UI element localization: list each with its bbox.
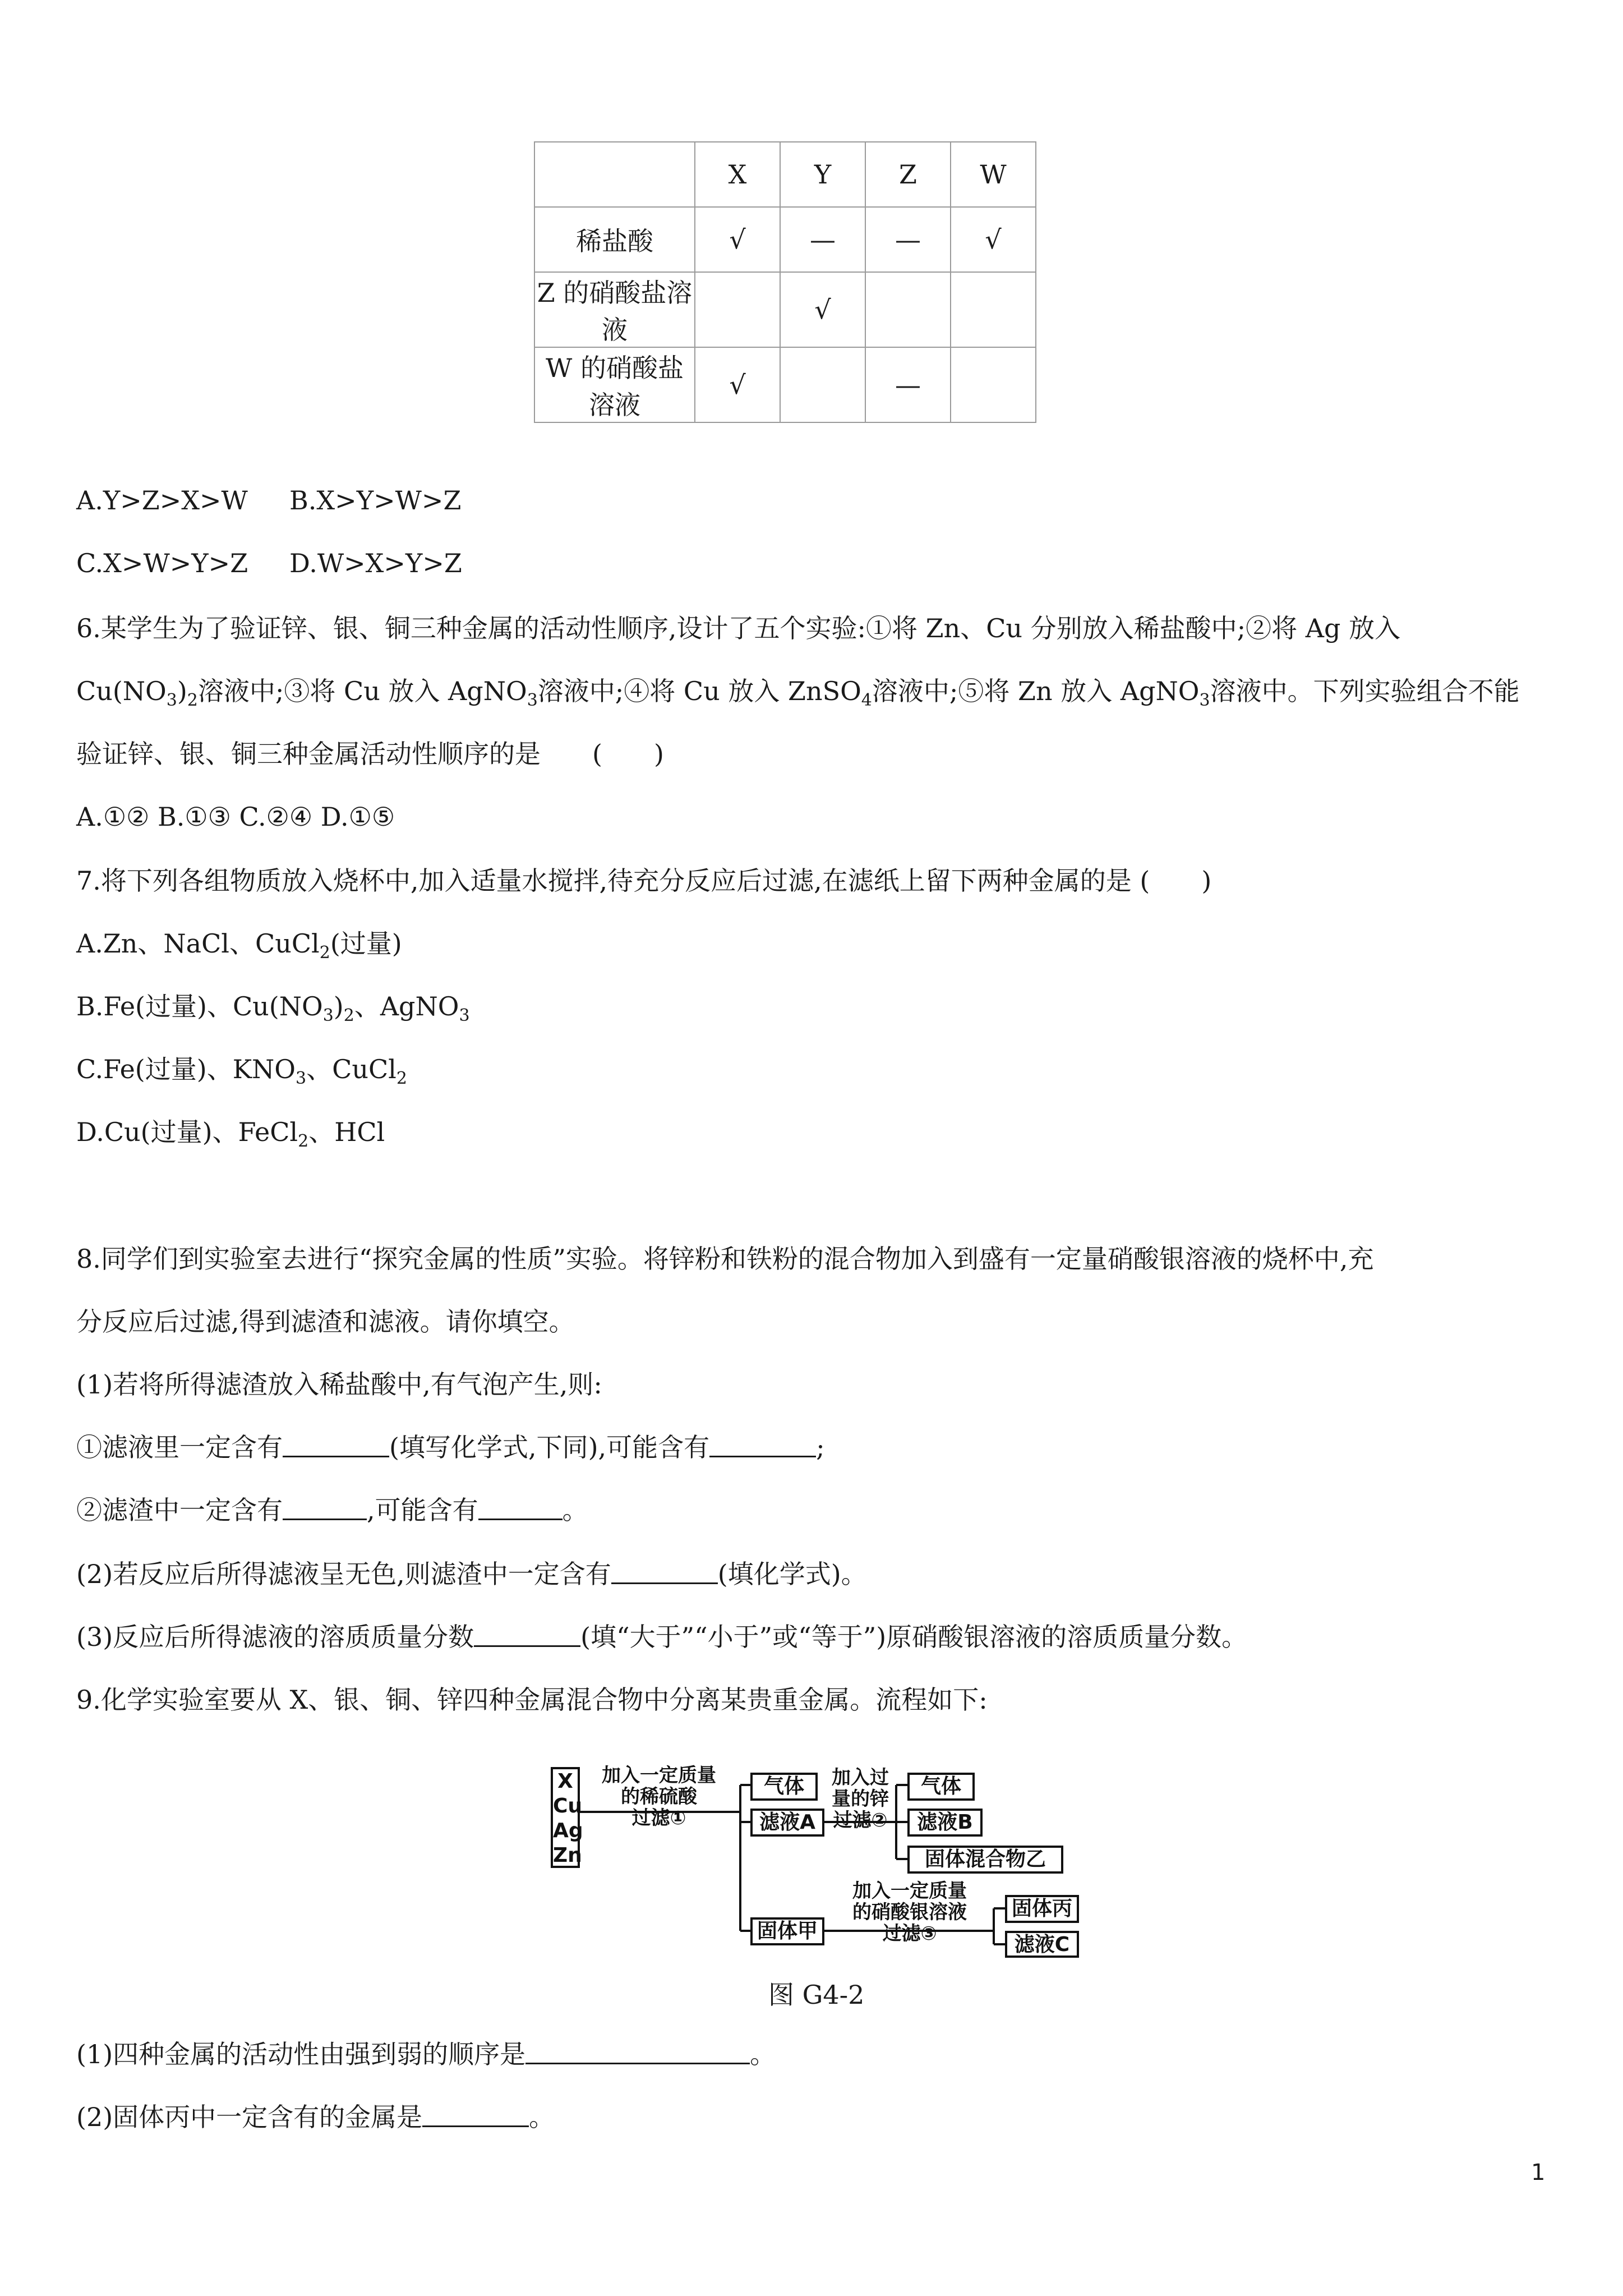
text-run: (1)四种金属的活动性由强到弱的顺序是 bbox=[76, 2039, 526, 2069]
table-cell: √ bbox=[780, 272, 865, 347]
q8-sub3 bbox=[76, 1620, 1247, 1654]
q5-options-row-2 bbox=[76, 546, 462, 580]
text-run: C.Fe(过量)、KNO bbox=[76, 1054, 296, 1084]
solid-bing-box: 固体丙 bbox=[1005, 1895, 1079, 1923]
q7-stem: 7.将下列各组物质放入烧杯中,加入适量水搅拌,待充分反应后过滤,在滤纸上留下两种金属的是 ( ) bbox=[76, 866, 1212, 896]
text-run: 溶液中。下列实验组合不能 bbox=[1210, 676, 1520, 706]
q6-stem-line-2 bbox=[76, 674, 1520, 717]
text-run: ,可能含有 bbox=[367, 1495, 478, 1525]
q8-sub1-b bbox=[76, 1493, 588, 1527]
step3-label bbox=[828, 1880, 992, 1944]
table-row bbox=[534, 347, 1036, 422]
solid-mixture-box: 固体混合物乙 bbox=[907, 1846, 1063, 1874]
text-run: 、CuCl bbox=[306, 1054, 396, 1084]
subscript: 2 bbox=[396, 1069, 407, 1088]
table-cell bbox=[951, 272, 1036, 347]
step-text: 加入一定质量 bbox=[602, 1764, 716, 1787]
q7-option-a bbox=[76, 927, 402, 970]
answer-blank[interactable] bbox=[525, 2042, 750, 2064]
start-mixture-box bbox=[551, 1767, 583, 1868]
q9-sub2 bbox=[76, 2100, 555, 2134]
q8-stem-line-1: 8.同学们到实验室去进行“探究金属的性质”实验。将锌粉和铁粉的混合物加入到盛有一定量硝酸银溶液的烧杯中,充 bbox=[76, 1244, 1374, 1274]
answer-blank[interactable] bbox=[283, 1498, 367, 1520]
metal-label: Cu bbox=[553, 1795, 583, 1818]
table-cell bbox=[951, 347, 1036, 422]
q8-sub1-a bbox=[76, 1430, 825, 1464]
subscript: 2 bbox=[343, 1006, 354, 1025]
subscript: 3 bbox=[166, 691, 177, 710]
answer-blank[interactable] bbox=[283, 1435, 389, 1457]
gas-box-2: 气体 bbox=[907, 1773, 975, 1801]
text-run: 溶液中;④将 Cu 放入 ZnSO bbox=[537, 676, 861, 706]
answer-blank[interactable] bbox=[709, 1435, 816, 1457]
subscript: 3 bbox=[322, 1006, 334, 1025]
text-run: D.Cu(过量)、FeCl bbox=[76, 1117, 298, 1147]
q6-options: A.①② B.①③ C.②④ D.①⑤ bbox=[76, 802, 395, 832]
subscript: 2 bbox=[319, 943, 330, 963]
q6-stem-line-3: 验证锌、银、铜三种金属活动性顺序的是 ( ) bbox=[76, 739, 664, 769]
step-text: 的稀硫酸 bbox=[621, 1786, 697, 1808]
step1-label bbox=[583, 1765, 735, 1829]
subscript: 3 bbox=[296, 1069, 307, 1088]
q5-option-a: A.Y>Z>X>W bbox=[76, 485, 248, 516]
table-header-cell: Y bbox=[780, 142, 865, 207]
table-cell bbox=[780, 347, 865, 422]
step-text: 的硝酸银溶液 bbox=[852, 1901, 967, 1924]
step-text: 加入一定质量 bbox=[852, 1880, 967, 1902]
table-header-cell bbox=[534, 142, 695, 207]
separation-flowchart bbox=[538, 1756, 1088, 1958]
text-run: ) bbox=[177, 676, 187, 706]
q9-sub1 bbox=[76, 2037, 776, 2071]
table-header-cell: W bbox=[951, 142, 1036, 207]
metal-label: Zn bbox=[553, 1844, 582, 1867]
table-header-cell: Z bbox=[865, 142, 951, 207]
page-number: 1 bbox=[1531, 2160, 1546, 2185]
table-cell: √ bbox=[695, 347, 780, 422]
text-run: (过量) bbox=[330, 928, 402, 959]
table-cell: √ bbox=[695, 207, 780, 272]
reaction-result-table bbox=[534, 141, 1036, 423]
q8-stem-line-2: 分反应后过滤,得到滤渣和滤液。请你填空。 bbox=[76, 1306, 575, 1337]
text-run: Cu(NO bbox=[76, 676, 167, 706]
text-run: ①滤液里一定含有 bbox=[76, 1432, 283, 1462]
step-text: 加入过 bbox=[832, 1766, 889, 1789]
text-run: 。 bbox=[529, 2102, 555, 2132]
table-cell bbox=[695, 272, 780, 347]
q5-option-c: C.X>W>Y>Z bbox=[76, 548, 248, 578]
text-run: A.Zn、NaCl、CuCl bbox=[76, 928, 320, 959]
answer-blank[interactable] bbox=[478, 1498, 562, 1520]
filtrate-a-box: 滤液A bbox=[750, 1809, 824, 1837]
text-run: 溶液中;⑤将 Zn 放入 AgNO bbox=[872, 676, 1200, 706]
answer-blank[interactable] bbox=[422, 2105, 529, 2127]
text-run: ) bbox=[333, 991, 344, 1022]
table-row bbox=[534, 272, 1036, 347]
text-run: 。 bbox=[750, 2039, 776, 2069]
table-header-row bbox=[534, 142, 1036, 207]
text-run: ; bbox=[816, 1432, 825, 1462]
text-run: (2)固体丙中一定含有的金属是 bbox=[76, 2102, 423, 2132]
text-run: (3)反应后所得滤液的溶质质量分数 bbox=[76, 1622, 474, 1652]
text-run: (填化学式)。 bbox=[717, 1559, 867, 1589]
q5-option-b: B.X>Y>W>Z bbox=[289, 485, 462, 516]
text-run: ②滤渣中一定含有 bbox=[76, 1495, 283, 1525]
q5-options-row-1 bbox=[76, 484, 461, 517]
step-text: 量的锌 bbox=[832, 1788, 889, 1810]
answer-blank[interactable] bbox=[611, 1562, 718, 1584]
q7-option-c bbox=[76, 1052, 407, 1096]
text-run: 溶液中;③将 Cu 放入 AgNO bbox=[197, 676, 527, 706]
q8-sub1: (1)若将所得滤渣放入稀盐酸中,有气泡产生,则: bbox=[76, 1369, 602, 1400]
subscript: 3 bbox=[459, 1006, 470, 1025]
text-run: (2)若反应后所得滤液呈无色,则滤渣中一定含有 bbox=[76, 1559, 611, 1589]
q7-option-b bbox=[76, 990, 470, 1033]
table-cell: — bbox=[780, 207, 865, 272]
gas-box-1: 气体 bbox=[750, 1773, 818, 1801]
q5-option-d: D.W>X>Y>Z bbox=[289, 548, 462, 578]
solid-jia-box: 固体甲 bbox=[750, 1917, 824, 1945]
q7-option-d bbox=[76, 1115, 385, 1158]
subscript: 4 bbox=[861, 691, 872, 710]
text-run: 、AgNO bbox=[354, 991, 459, 1022]
row-label: W 的硝酸盐溶液 bbox=[534, 347, 695, 422]
step-text: 过滤① bbox=[631, 1807, 686, 1829]
table-row bbox=[534, 207, 1036, 272]
table-cell: √ bbox=[951, 207, 1036, 272]
subscript: 3 bbox=[1199, 691, 1210, 710]
text-run: 、HCl bbox=[308, 1117, 385, 1147]
q9-stem: 9.化学实验室要从 X、银、铜、锌四种金属混合物中分离某贵重金属。流程如下: bbox=[76, 1685, 988, 1715]
step2-label bbox=[826, 1767, 895, 1831]
metal-label: Ag bbox=[553, 1819, 583, 1842]
filtrate-b-box: 滤液B bbox=[907, 1809, 983, 1837]
text-run: 。 bbox=[562, 1495, 588, 1525]
step-text: 过滤③ bbox=[882, 1922, 937, 1945]
subscript: 3 bbox=[527, 691, 538, 710]
text-run: (填“大于”“小于”或“等于”)原硝酸银溶液的溶质质量分数。 bbox=[580, 1622, 1248, 1652]
subscript: 2 bbox=[298, 1131, 309, 1151]
text-run: B.Fe(过量)、Cu(NO bbox=[76, 991, 323, 1022]
metal-label: X bbox=[557, 1770, 573, 1793]
table-header-cell: X bbox=[695, 142, 780, 207]
subscript: 2 bbox=[187, 691, 198, 710]
row-label: Z 的硝酸盐溶液 bbox=[534, 272, 695, 347]
step-text: 过滤② bbox=[833, 1809, 888, 1832]
row-label: 稀盐酸 bbox=[534, 207, 695, 272]
table-cell: — bbox=[865, 347, 951, 422]
table-cell bbox=[865, 272, 951, 347]
q8-sub2 bbox=[76, 1557, 867, 1591]
table-cell: — bbox=[865, 207, 951, 272]
filtrate-c-box: 滤液C bbox=[1005, 1931, 1079, 1958]
q6-stem-line-1: 6.某学生为了验证锌、银、铜三种金属的活动性顺序,设计了五个实验:①将 Zn、Cu 分别放入稀盐酸中;②将 Ag 放入 bbox=[76, 613, 1401, 643]
text-run: (填写化学式,下同),可能含有 bbox=[389, 1432, 710, 1462]
answer-blank[interactable] bbox=[474, 1625, 580, 1647]
figure-caption: 图 G4-2 bbox=[768, 1980, 865, 2010]
